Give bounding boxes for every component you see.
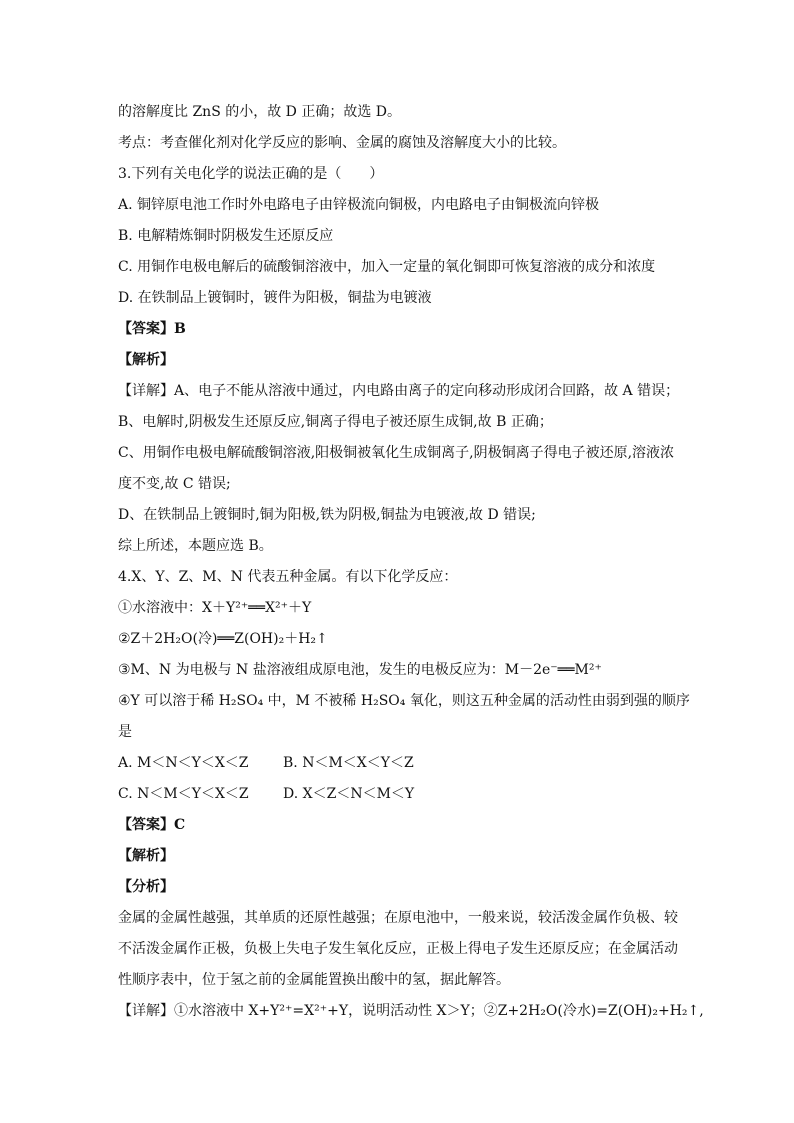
reaction-1: ①水溶液中：X＋Y²⁺══X²⁺＋Y: [118, 600, 312, 616]
text-line: 考点：考查催化剂对化学反应的影响、金属的腐蚀及溶解度大小的比较。: [118, 135, 566, 151]
question-4-options-row-1: [118, 753, 414, 773]
analysis-line: 不活泼金属作正极，负极上失电子发生氧化反应，正极上得电子发生还原反应；在金属活动: [118, 941, 678, 957]
explanation-line: 【详解】①水溶液中 X+Y²⁺=X²⁺+Y，说明活动性 X＞Y；②Z+2H₂O(冷水)=Z(OH)₂+H₂↑,: [118, 1003, 704, 1019]
question-4-option-d: D. X＜Z＜N＜M＜Y: [283, 786, 415, 802]
analysis-label: 【解析】: [118, 848, 174, 864]
question-3-option-b: B. 电解精炼铜时阴极发生还原反应: [118, 228, 334, 244]
question-4-condition-cont: 是: [118, 724, 132, 740]
question-4-option-b: B. N＜M＜X＜Y＜Z: [283, 755, 414, 771]
question-3-option-c: C. 用铜作电极电解后的硫酸铜溶液中，加入一定量的氧化铜即可恢复溶液的成分和浓度: [118, 259, 656, 275]
question-4-condition: ④Y 可以溶于稀 H₂SO₄ 中，M 不被稀 H₂SO₄ 氧化，则这五种金属的活动性由弱到强的顺序: [118, 693, 690, 709]
explanation-line: 综上所述，本题应选 B。: [118, 538, 273, 554]
question-4-stem: 4.X、Y、Z、M、N 代表五种金属。有以下化学反应：: [118, 569, 458, 585]
reaction-2: ②Z＋2H₂O(冷)══Z(OH)₂＋H₂↑: [118, 631, 328, 647]
question-4-option-c: C. N＜M＜Y＜X＜Z: [118, 786, 249, 802]
analysis-line: 金属的金属性越强，其单质的还原性越强；在原电池中，一般来说，较活泼金属作负极、较: [118, 910, 678, 926]
analysis-line: 性顺序表中，位于氢之前的金属能置换出酸中的氢，据此解答。: [118, 972, 510, 988]
explanation-line: D、在铁制品上镀铜时,铜为阳极,铁为阴极,铜盐为电镀液,故 D 错误;: [118, 507, 536, 523]
explanation-line: 度不变,故 C 错误;: [118, 476, 231, 492]
question-4-option-a: A. M＜N＜Y＜X＜Z: [118, 755, 249, 771]
question-4-options-row-2: [118, 784, 414, 804]
text-line: 的溶解度比 ZnS 的小，故 D 正确；故选 D。: [118, 104, 402, 120]
analysis-label: 【解析】: [118, 352, 174, 368]
explanation-line: 【详解】A、电子不能从溶液中通过，内电路由离子的定向移动形成闭合回路，故 A 错误；: [118, 383, 680, 399]
question-3-stem: 3.下列有关电化学的说法正确的是（ ）: [118, 166, 384, 182]
analysis-sub-label: 【分析】: [118, 879, 174, 895]
question-3-option-a: A. 铜锌原电池工作时外电路电子由锌极流向铜极，内电路电子由铜极流向锌极: [118, 197, 600, 213]
answer-label: 【答案】B: [118, 321, 186, 337]
explanation-line: C、用铜作电极电解硫酸铜溶液,阳极铜被氧化生成铜离子,阴极铜离子得电子被还原,溶液浓: [118, 445, 675, 461]
reaction-3: ③M、N 为电极与 N 盐溶液组成原电池，发生的电极反应为：M－2e⁻══M²⁺: [118, 662, 602, 678]
answer-label: 【答案】C: [118, 817, 186, 833]
question-3-option-d: D. 在铁制品上镀铜时，镀件为阳极，铜盐为电镀液: [118, 290, 432, 306]
explanation-line: B、电解时,阴极发生还原反应,铜离子得电子被还原生成铜,故 B 正确；: [118, 414, 553, 430]
